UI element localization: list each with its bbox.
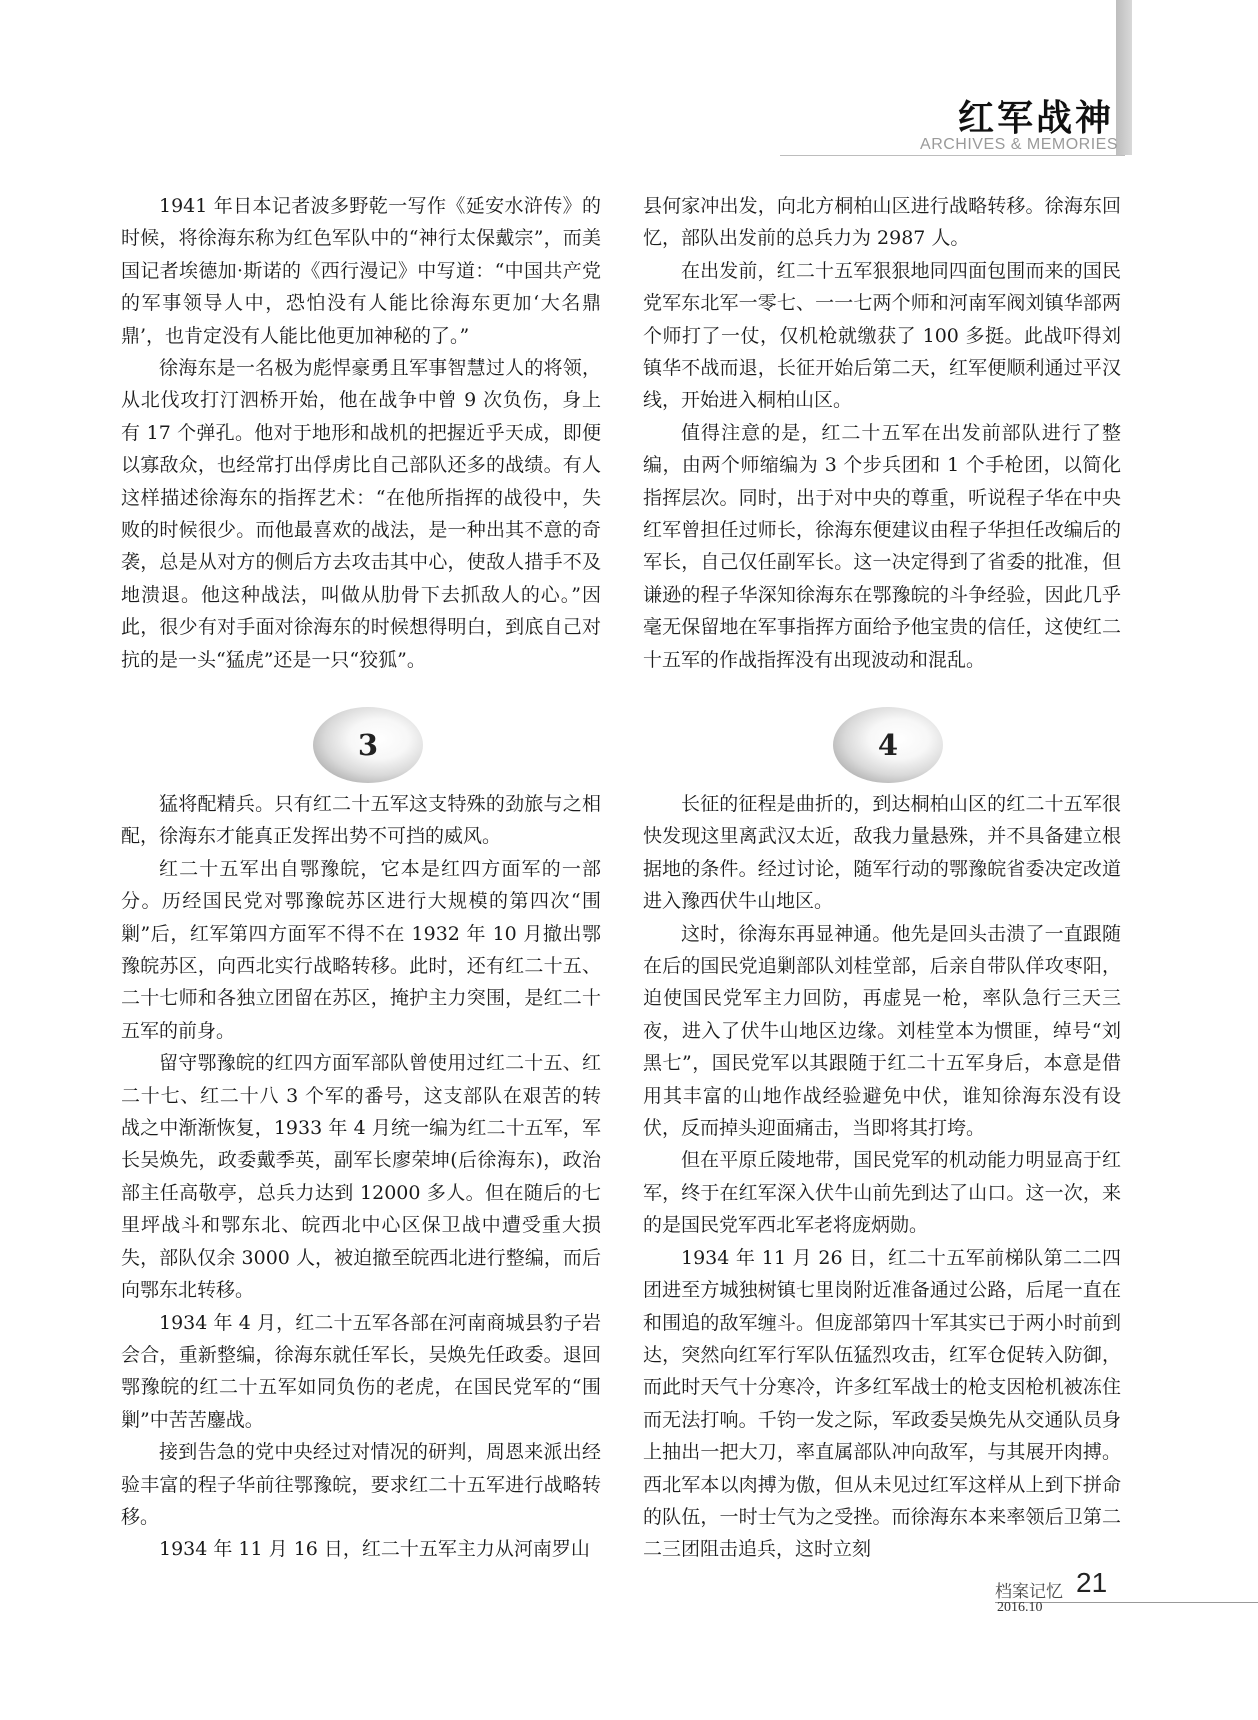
- paragraph: 1934 年 11 月 26 日，红二十五军前梯队第二二四团进至方城独树镇七里岗附近准备通过公路，后尾一直在和围追的敌军缠斗。但庞部第四十军其实已于两小时前到达，突然向红军行军队伍猛烈攻击，红军仓促转入防御，而此时天气十分寒冷，许多红军战士的枪支因枪机被冻住而无法打响。千钧一发之际，军政委吴焕先从交通队员身上抽出一把大刀，率直属部队冲向敌军，与其展开肉搏。西北军本以肉搏为傲，但从未见过红军这样从上到下拼命的队伍，一时士气为之受挫。而徐海东本来率领后卫第二二三团阻击追兵，这时立刻: [643, 1246, 1121, 1561]
- magazine-name: 档案记忆: [995, 1582, 1063, 1602]
- section-number-badge-4: [833, 707, 943, 783]
- issue-date: 2016.10: [997, 1600, 1043, 1615]
- column-top-right: [643, 190, 1121, 676]
- paragraph: 县何家冲出发，向北方桐柏山区进行战略转移。徐海东回忆，部队出发前的总兵力为 2987 人。: [643, 195, 1121, 250]
- paragraph: 1941 年日本记者波多野乾一写作《延安水浒传》的时候，将徐海东称为红色军队中的“神行太保戴宗”，而美国记者埃德加·斯诺的《西行漫记》中写道：“中国共产党的军事领导人中，恐怕没有人能比徐海东更加‘大名鼎鼎’，也肯定没有人能比他更加神秘的了。”: [121, 195, 601, 347]
- paragraph: 接到告急的党中央经过对情况的研判，周恩来派出经验丰富的程子华前往鄂豫皖，要求红二十五军进行战略转移。: [121, 1441, 601, 1528]
- paragraph: 猛将配精兵。只有红二十五军这支特殊的劲旅与之相配，徐海东才能真正发挥出势不可挡的威风。: [121, 793, 601, 848]
- section-number: 3: [357, 728, 379, 762]
- paragraph: 留守鄂豫皖的红四方面军部队曾使用过红二十五、红二十七、红二十八 3 个军的番号，这支部队在艰苦的转战之中渐渐恢复，1933 年 4 月统一编为红二十五军，军长吴焕先，政委戴季英，副军长廖荣坤(后徐海东)，政治部主任高敬亭，总兵力达到 12000 多人。但在随后的七里坪战斗和鄂东北、皖西北中心区保卫战中遭受重大损失，部队仅余 3000 人，被迫撤至皖西北进行整编，而后向鄂东北转移。: [121, 1052, 601, 1302]
- column-bottom-right: [643, 788, 1121, 1566]
- paragraph: 徐海东是一名极为彪悍豪勇且军事智慧过人的将领，从北伐攻打汀泗桥开始，他在战争中曾 9 次负伤，身上有 17 个弹孔。他对于地形和战机的把握近乎天成，即便以寡敌众，也经常打出俘虏比自己部队还多的战绩。有人这样描述徐海东的指挥艺术：“在他所指挥的战役中，失败的时候很少。而他最喜欢的战法，是一种出其不意的奇袭，总是从对方的侧后方去攻击其中心，使敌人措手不及地溃退。他这种战法，叫做从肋骨下去抓敌人的心。”因此，很少有对手面对徐海东的时候想得明白，到底自己对抗的是一头“猛虎”还是一只“狡狐”。: [121, 357, 601, 671]
- column-bottom-left: [121, 788, 601, 1566]
- section-title: 红军战神: [957, 97, 1114, 139]
- paragraph: 但在平原丘陵地带，国民党军的机动能力明显高于红军，终于在红军深入伏牛山前先到达了山口。这一次，来的是国民党军西北军老将庞炳勋。: [643, 1149, 1121, 1237]
- paragraph: 长征的征程是曲折的，到达桐柏山区的红二十五军很快发现这里离武汉太近，敌我力量悬殊，并不具备建立根据地的条件。经过讨论，随军行动的鄂豫皖省委决定改道进入豫西伏牛山地区。: [643, 793, 1121, 913]
- paragraph: 1934 年 11 月 16 日，红二十五军主力从河南罗山: [159, 1538, 590, 1561]
- page-edge-bar: [1116, 0, 1132, 155]
- paragraph: 在出发前，红二十五军狠狠地同四面包围而来的国民党军东北军一零七、一一七两个师和河南军阀刘镇华部两个师打了一仗，仅机枪就缴获了 100 多挺。此战吓得刘镇华不战而退，长征开始后第二天，红军便顺利通过平汉线，开始进入桐柏山区。: [643, 259, 1121, 412]
- section-subtitle: ARCHIVES & MEMORIES: [920, 136, 1118, 153]
- section-number: 4: [877, 728, 899, 762]
- section-divider: [780, 155, 1125, 156]
- paragraph: 1934 年 4 月，红二十五军各部在河南商城县豹子岩会合，重新整编，徐海东就任军长，吴焕先任政委。退回鄂豫皖的红二十五军如同负伤的老虎，在国民党军的“围剿”中苦苦鏖战。: [121, 1311, 601, 1431]
- section-number-badge-3: [313, 707, 423, 783]
- paragraph: 值得注意的是，红二十五军在出发前部队进行了整编，由两个师缩编为 3 个步兵团和 1 个手枪团，以简化指挥层次。同时，出于对中央的尊重，听说程子华在中央红军曾担任过师长，徐海东便建议由程子华担任改编后的军长，自己仅任副军长。这一决定得到了省委的批准，但谦逊的程子华深知徐海东在鄂豫皖的斗争经验，因此几乎毫无保留地在军事指挥方面给予他宝贵的信任，这使红二十五军的作战指挥没有出现波动和混乱。: [643, 421, 1121, 671]
- paragraph: 红二十五军出自鄂豫皖，它本是红四方面军的一部分。历经国民党对鄂豫皖苏区进行大规模的第四次“围剿”后，红军第四方面军不得不在 1932 年 10 月撤出鄂豫皖苏区，向西北实行战略转移。此时，还有红二十五、二十七师和各独立团留在苏区，掩护主力突围，是红二十五军的前身。: [121, 857, 601, 1042]
- paragraph: 这时，徐海东再显神通。他先是回头击溃了一直跟随在后的国民党追剿部队刘桂堂部，后亲自带队佯攻枣阳，迫使国民党军主力回防，再虚晃一枪，率队急行三天三夜，进入了伏牛山地区边缘。刘桂堂本为惯匪，绰号“刘黑七”，国民党军以其跟随于红二十五军身后，本意是借用其丰富的山地作战经验避免中伏，谁知徐海东没有设伏，反而掉头迎面痛击，当即将其打垮。: [643, 922, 1121, 1140]
- column-top-left: [121, 190, 601, 676]
- page-number: 21: [1076, 1567, 1108, 1598]
